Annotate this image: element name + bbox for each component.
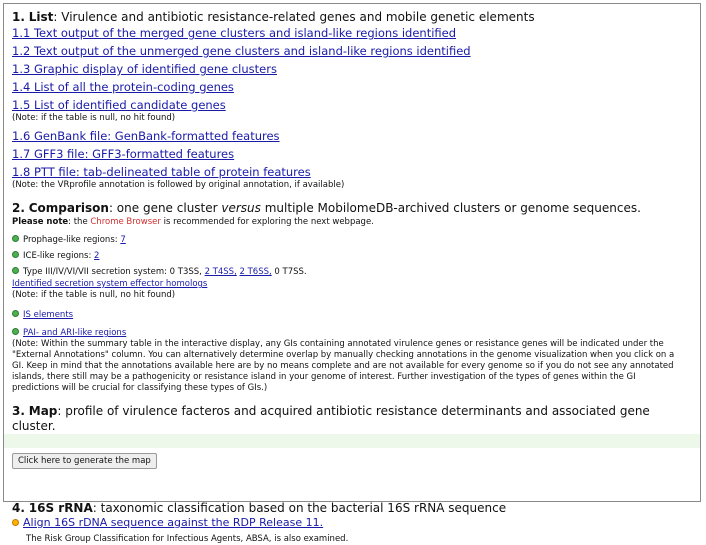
bullet-icon [12, 267, 19, 274]
ice-label: ICE-like regions: [23, 251, 95, 261]
link-gff3-file[interactable]: 1.7 GFF3 file: GFF3-formatted features [12, 147, 235, 161]
gi-annotation-note: (Note: Within the summary table in the interactive display, any GIs containing annotated virulence genes or resistance genes will be indicated under the "External Annotations" column. You can alternatively determine overlap by manually checking annotations in the genome visualization when you click on a GI. Keep in mind that the annotations available here are by no means complete and are not available for every genome so if you do not see any annotated islands, there still may be a pathogenicity or resistance island in your genome of interest. Further investigation of the types of genes within the GI predictions will be crucial for classifying these types of GIs.) [12, 339, 675, 393]
t6ss-link[interactable]: 2 T6SS, [239, 267, 272, 277]
section-comparison-title [12, 201, 692, 216]
effector-row [12, 278, 692, 290]
bullet-icon [12, 235, 19, 242]
browser-notice [12, 216, 692, 228]
is-elements-link[interactable]: IS elements [23, 310, 74, 320]
link-candidate-genes[interactable]: 1.5 List of identified candidate genes [12, 98, 226, 112]
bullet-icon [12, 328, 19, 335]
prophage-row [12, 234, 692, 246]
section-number: 1. [12, 10, 25, 24]
section-map-title [12, 404, 692, 434]
secretion-row [12, 266, 692, 278]
section-subtitle: : taxonomic classification based on the bacterial 16S rRNA sequence [92, 501, 507, 515]
notice-text: : the [68, 217, 91, 227]
is-elements-row [12, 309, 692, 321]
link-ptt-file[interactable]: 1.8 PTT file: tab-delineated table of protein features [12, 165, 311, 179]
prophage-count-link[interactable]: 7 [120, 235, 126, 245]
versus-text: versus [221, 201, 261, 215]
section-list-title [12, 10, 692, 25]
ice-row [12, 250, 692, 262]
results-content [12, 10, 692, 545]
rdp-align-link[interactable]: Align 16S rDNA sequence against the RDP Release 11. [23, 516, 324, 529]
risk-group-note: The Risk Group Classification for Infectious Agents, ABSA, is also examined. [26, 534, 349, 544]
link-unmerged-clusters[interactable]: 1.2 Text output of the unmerged gene clusters and island-like regions identified [12, 44, 471, 58]
section-16s-title [12, 501, 692, 516]
effector-homologs-link[interactable]: Identified secretion system effector homologs [12, 279, 208, 289]
generate-map-button[interactable]: Click here to generate the map [12, 453, 157, 469]
pai-ari-row [12, 327, 692, 339]
section-number: 2. [12, 201, 25, 215]
section-heading: 16S rRNA [28, 501, 93, 515]
pai-ari-link[interactable]: PAI- and ARI-like regions [23, 328, 127, 338]
section-heading: Map [28, 404, 58, 418]
link-genbank-file[interactable]: 1.6 GenBank file: GenBank-formatted features [12, 129, 280, 143]
section-heading: Comparison [28, 201, 109, 215]
list-links [12, 25, 692, 191]
link-protein-coding-genes[interactable]: 1.4 List of all the protein-coding genes [12, 80, 234, 94]
rdp-align-row [12, 516, 692, 530]
bullet-icon [12, 519, 19, 526]
note-annotation-order: (Note: the VRprofile annotation is followed by original annotation, if available) [12, 180, 345, 190]
section-heading: List [28, 10, 54, 24]
t4ss-link[interactable]: 2 T4SS, [204, 267, 237, 277]
bullet-icon [12, 251, 19, 258]
section-number: 3. [12, 404, 25, 418]
secretion-label: Type III/IV/VI/VII secretion system: 0 T3SS, [23, 267, 205, 277]
section-subtitle: : profile of virulence facteros and acquired antibiotic resistance determinants and associated gene cluster. [12, 404, 650, 433]
notice-text-end: is recommended for exploring the next webpage. [160, 217, 374, 227]
section-subtitle-end: multiple MobilomeDB-archived clusters or genome sequences. [260, 201, 641, 215]
note-null-table-2: (Note: if the table is null, no hit found) [12, 290, 176, 300]
results-panel [3, 3, 701, 544]
link-graphic-display[interactable]: 1.3 Graphic display of identified gene clusters [12, 62, 277, 76]
ice-count-link[interactable]: 2 [94, 251, 100, 261]
section-subtitle: : Virulence and antibiotic resistance-related genes and mobile genetic elements [53, 10, 535, 24]
section-subtitle: : one gene cluster [108, 201, 222, 215]
link-merged-clusters[interactable]: 1.1 Text output of the merged gene clusters and island-like regions identified [12, 26, 457, 40]
please-note-label: Please note [12, 217, 69, 227]
chrome-browser-text: Chrome Browser [90, 217, 161, 227]
section-number: 4. [12, 501, 25, 515]
note-null-table: (Note: if the table is null, no hit found) [12, 113, 176, 123]
t7ss-text: 0 T7SS. [271, 267, 307, 277]
bullet-icon [12, 310, 19, 317]
prophage-label: Prophage-like regions: [23, 235, 121, 245]
